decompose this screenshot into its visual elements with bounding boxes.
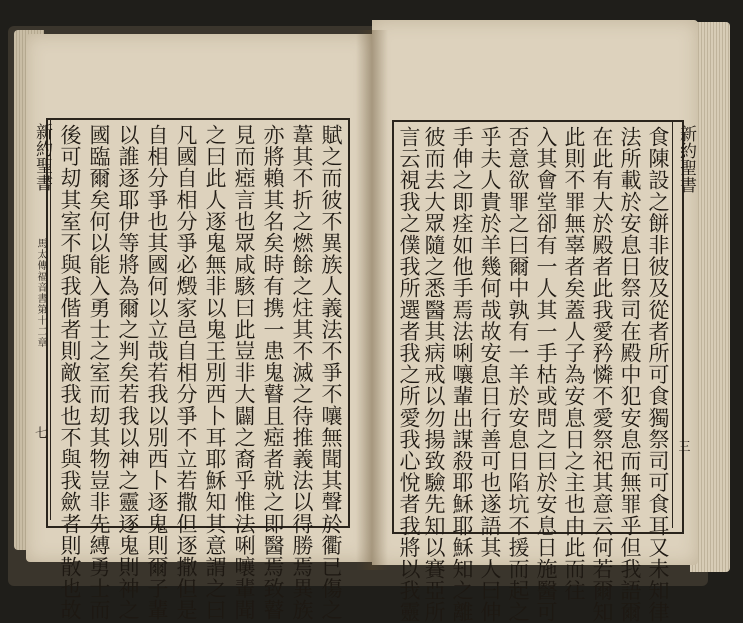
left-column-5: 之曰此人逐鬼無非以鬼王別西卜耳耶穌知其意謂之曰 [203, 124, 227, 621]
right-column-3: 在此有大於殿者此我愛矜憐不愛祭祀其意云何若爾知 [590, 126, 614, 623]
left-column-7: 自相分爭也其國何以立哉若我以別西卜逐鬼則爾子輩 [145, 124, 169, 621]
right-page-number: 三 [677, 440, 691, 452]
right-column-7: 乎夫人貴於羊幾何哉故安息日行善可也遂語其人曰伸 [478, 126, 502, 623]
right-column-5: 入其會堂卻有一人其一手枯或問之曰於安息日施醫可 [534, 126, 558, 623]
left-column-3: 亦將賴其名矣時有携一患鬼瞽且瘂者就之即醫焉致瞽 [261, 124, 285, 621]
left-page-number: 七 [32, 426, 47, 439]
left-column-8: 以誰逐耶伊等將為爾之判矣若我以神之靈逐鬼則神之 [116, 124, 140, 621]
left-column-10: 後可刧其室不與我偕者則敵我也不與我歛者則散也故 [58, 124, 82, 621]
left-running-title: 新約聖書 [32, 123, 52, 191]
left-column-9: 國臨爾矣何以能入勇士之室而刧其物豈非先縛勇士而 [87, 124, 111, 621]
left-column-2: 葦其不折之燃餘之炷其不滅之待推義法以得勝焉異族 [290, 124, 314, 621]
right-column-1: 食陳設之餅非彼及從者所可食獨祭司可食耳又未知律 [646, 126, 670, 623]
right-column-9: 彼而去大眾隨之悉醫其病戒以勿揚致驗先知以賽亞所 [422, 126, 446, 623]
right-running-title: 新約聖書 [676, 125, 696, 193]
right-column-10: 言云視我之僕我所選者我之所愛我心悅者我將以我靈 [397, 126, 421, 623]
right-column-8: 手伸之即痊如他手焉法唎嚷輩出謀殺耶穌耶穌知之離 [450, 126, 474, 623]
left-column-1: 賦之而彼不異族人義法不爭不嚷無聞其聲於衢已傷之 [319, 124, 343, 621]
right-column-2: 法所載於安息日祭司在殿中犯安息而無罪乎但我語爾 [618, 126, 642, 623]
right-column-4: 此則不罪無辜者矣蓋人子為安息日之主也由此而往 [562, 126, 586, 602]
left-chapter-label: 馬太傳福音書第十二章 [35, 238, 46, 348]
left-column-6: 凡國自相分爭必燬家邑自相分爭不立若撒但逐撒但是 [174, 124, 198, 621]
left-column-4: 見而瘂言也眾咸駭曰此豈非大闢之裔乎惟法唎嚷輩聞 [232, 124, 256, 621]
right-column-6: 否意欲罪之曰爾中孰有一羊於安息日陷坑不援而起之 [506, 126, 530, 623]
book-gutter [356, 30, 388, 570]
